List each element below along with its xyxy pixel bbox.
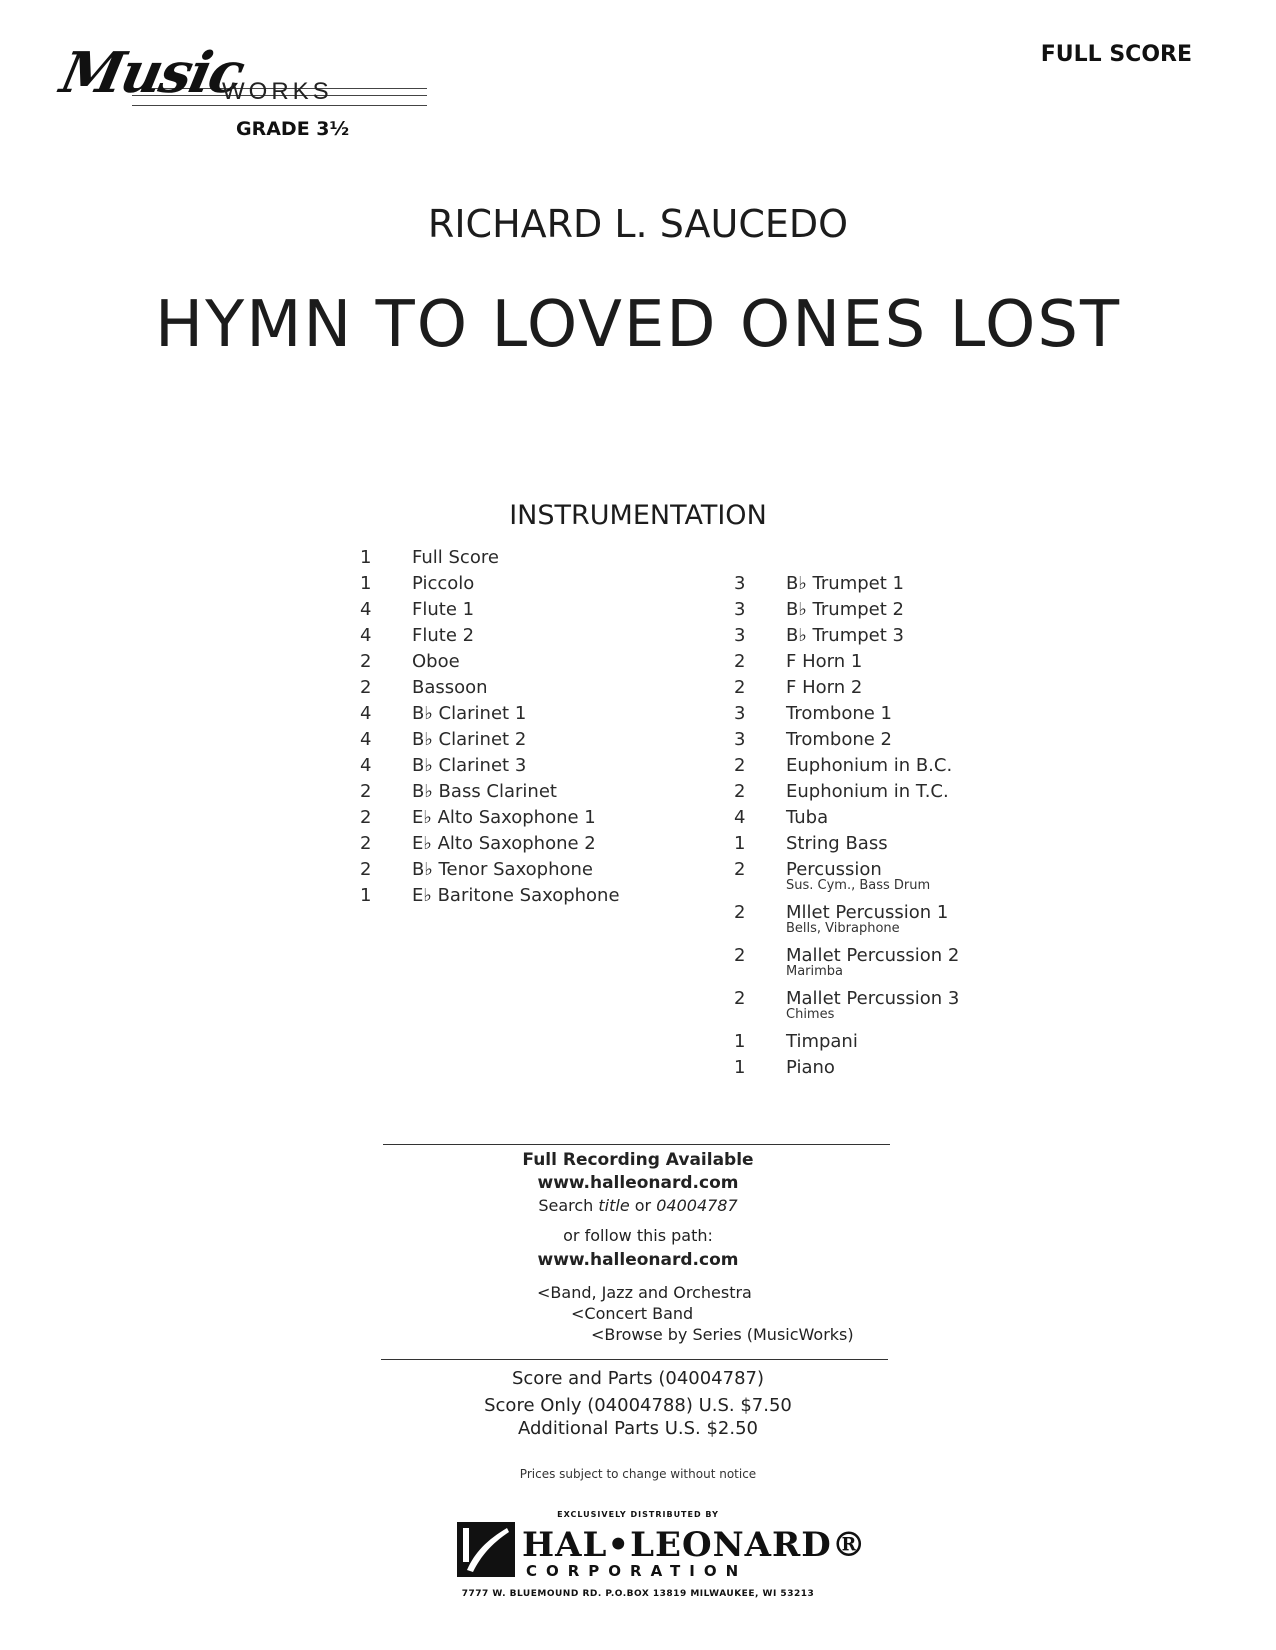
follow-path-text: or follow this path: xyxy=(563,1226,713,1245)
instrument-name: Trombone 1 xyxy=(786,703,892,724)
instrument-name: Full Score xyxy=(412,547,499,568)
instrument-name: Euphonium in T.C. xyxy=(786,781,949,802)
instrument-row xyxy=(734,943,1074,986)
instrument-name: Bassoon xyxy=(412,677,488,698)
instrument-row xyxy=(360,623,700,649)
instrument-quantity: 4 xyxy=(360,729,372,750)
instrument-quantity: 2 xyxy=(360,833,372,854)
instrument-name: B♭ Trumpet 2 xyxy=(786,599,904,620)
instrument-quantity: 3 xyxy=(734,729,746,750)
instrument-row xyxy=(360,753,700,779)
instrument-name: B♭ Trumpet 1 xyxy=(786,573,904,594)
path-step-concert-band: <Concert Band xyxy=(571,1304,694,1323)
price-notice: Prices subject to change without notice xyxy=(519,1467,757,1481)
publisher-corporation: CORPORATION xyxy=(526,1562,748,1580)
instrument-row xyxy=(734,727,1074,753)
instrument-quantity: 3 xyxy=(734,625,746,646)
instrument-name: B♭ Tenor Saxophone xyxy=(412,859,594,880)
instrument-subtitle: Chimes xyxy=(786,1007,835,1022)
instrument-name: B♭ Clarinet 1 xyxy=(412,703,527,724)
instrument-row xyxy=(734,1029,1074,1055)
score-type-label: FULL SCORE xyxy=(1040,42,1192,67)
instrumentation-heading: INSTRUMENTATION xyxy=(509,500,767,531)
path-url[interactable]: www.halleonard.com xyxy=(537,1250,739,1270)
instrument-name: B♭ Trumpet 3 xyxy=(786,625,904,646)
logo-script-text: Music xyxy=(54,40,249,106)
instrument-name: Percussion xyxy=(786,859,882,880)
instrument-row xyxy=(360,779,700,805)
instrument-row xyxy=(734,986,1074,1029)
instrumentation-left-column xyxy=(360,545,700,909)
instrument-name: Trombone 2 xyxy=(786,729,892,750)
instrument-row xyxy=(360,649,700,675)
instrument-row xyxy=(360,597,700,623)
instrument-name: Flute 2 xyxy=(412,625,475,646)
instrument-row xyxy=(360,831,700,857)
instrument-quantity: 1 xyxy=(360,573,372,594)
instrument-quantity: 2 xyxy=(360,859,372,880)
distributed-by: EXCLUSIVELY DISTRIBUTED BY xyxy=(557,1510,719,1519)
instrument-row xyxy=(734,571,1074,597)
instrument-quantity: 2 xyxy=(734,677,746,698)
instrument-name: E♭ Baritone Saxophone xyxy=(412,885,620,906)
instrument-row xyxy=(360,857,700,883)
instrument-quantity: 1 xyxy=(360,547,372,568)
instrument-name: Oboe xyxy=(412,651,460,672)
instrument-quantity: 2 xyxy=(734,988,746,1009)
piece-title: HYMN TO LOVED ONES LOST xyxy=(154,288,1122,362)
instrument-row xyxy=(360,701,700,727)
instrument-row xyxy=(734,701,1074,727)
instrument-quantity: 2 xyxy=(734,945,746,966)
logo-works-text: WORKS xyxy=(222,78,333,105)
instrument-name: String Bass xyxy=(786,833,888,854)
instrumentation-right-column xyxy=(734,571,1074,1081)
instrument-quantity: 1 xyxy=(734,1057,746,1078)
instrument-row xyxy=(360,883,700,909)
instrument-quantity: 4 xyxy=(734,807,746,828)
instrument-name: Flute 1 xyxy=(412,599,475,620)
instrument-name: Piano xyxy=(786,1057,835,1078)
instrument-name: Mallet Percussion 2 xyxy=(786,945,960,966)
instrument-quantity: 2 xyxy=(360,807,372,828)
instrument-name: Euphonium in B.C. xyxy=(786,755,953,776)
publisher-address: 7777 W. BLUEMOUND RD. P.O.BOX 13819 MILWAUKEE, WI 53213 xyxy=(461,1589,815,1599)
instrument-quantity: 1 xyxy=(734,833,746,854)
divider-top xyxy=(383,1144,890,1145)
instrument-name: B♭ Clarinet 2 xyxy=(412,729,527,750)
instrument-quantity: 2 xyxy=(360,651,372,672)
instrument-name: F Horn 1 xyxy=(786,651,863,672)
instrument-quantity: 4 xyxy=(360,755,372,776)
path-step-band: <Band, Jazz and Orchestra xyxy=(537,1283,752,1302)
instrument-quantity: 3 xyxy=(734,703,746,724)
instrument-row xyxy=(734,779,1074,805)
instrument-quantity: 2 xyxy=(734,781,746,802)
instrument-quantity: 1 xyxy=(734,1031,746,1052)
instrument-row xyxy=(360,727,700,753)
instrument-row xyxy=(360,805,700,831)
instrument-quantity: 3 xyxy=(734,599,746,620)
recording-url[interactable]: www.halleonard.com xyxy=(537,1173,739,1193)
instrument-name: Piccolo xyxy=(412,573,475,594)
instrument-row xyxy=(734,805,1074,831)
instrument-name: Mllet Percussion 1 xyxy=(786,902,949,923)
divider-bottom xyxy=(381,1359,888,1360)
instrument-row xyxy=(734,623,1074,649)
instrument-quantity: 1 xyxy=(360,885,372,906)
instrument-row xyxy=(734,831,1074,857)
instrument-row xyxy=(360,675,700,701)
instrument-quantity: 2 xyxy=(734,859,746,880)
instrument-name: Tuba xyxy=(786,807,829,828)
instrument-row xyxy=(734,1055,1074,1081)
instrument-quantity: 2 xyxy=(360,677,372,698)
search-code: 04004787 xyxy=(656,1196,738,1215)
search-hint xyxy=(0,1196,1276,1215)
instrument-name: E♭ Alto Saxophone 1 xyxy=(412,807,596,828)
search-title-word: title xyxy=(598,1196,630,1215)
instrument-name: B♭ Clarinet 3 xyxy=(412,755,527,776)
recording-heading: Full Recording Available xyxy=(522,1150,754,1170)
additional-parts-price: Additional Parts U.S. $2.50 xyxy=(517,1418,758,1439)
instrument-quantity: 2 xyxy=(734,902,746,923)
instrument-name: F Horn 2 xyxy=(786,677,863,698)
hal-leonard-logo-icon xyxy=(457,1522,515,1577)
grade-label: GRADE 3½ xyxy=(236,118,350,140)
instrument-row xyxy=(360,545,700,571)
instrument-subtitle: Marimba xyxy=(786,964,844,979)
instrument-quantity: 4 xyxy=(360,599,372,620)
instrument-row xyxy=(734,857,1074,900)
instrument-row xyxy=(734,597,1074,623)
publisher-name: HAL•LEONARD® xyxy=(522,1525,867,1565)
instrument-name: E♭ Alto Saxophone 2 xyxy=(412,833,596,854)
instrument-row xyxy=(734,675,1074,701)
composer-name: RICHARD L. SAUCEDO xyxy=(427,202,849,246)
instrument-quantity: 4 xyxy=(360,703,372,724)
instrument-quantity: 2 xyxy=(734,651,746,672)
instrument-quantity: 3 xyxy=(734,573,746,594)
search-prefix: Search xyxy=(538,1196,599,1215)
instrument-name: Timpani xyxy=(786,1031,858,1052)
instrument-quantity: 2 xyxy=(734,755,746,776)
search-mid: or xyxy=(629,1196,657,1215)
path-step-series: <Browse by Series (MusicWorks) xyxy=(591,1325,854,1344)
instrument-row xyxy=(360,571,700,597)
score-and-parts: Score and Parts (04004787) xyxy=(511,1368,765,1389)
instrument-row xyxy=(734,753,1074,779)
instrument-name: Mallet Percussion 3 xyxy=(786,988,960,1009)
instrument-quantity: 2 xyxy=(360,781,372,802)
instrument-quantity: 4 xyxy=(360,625,372,646)
instrument-name: B♭ Bass Clarinet xyxy=(412,781,557,802)
score-only-price: Score Only (04004788) U.S. $7.50 xyxy=(484,1395,792,1416)
instrument-row xyxy=(734,900,1074,943)
instrument-row xyxy=(734,649,1074,675)
instrument-subtitle: Sus. Cym., Bass Drum xyxy=(786,878,931,893)
instrument-subtitle: Bells, Vibraphone xyxy=(786,921,900,936)
